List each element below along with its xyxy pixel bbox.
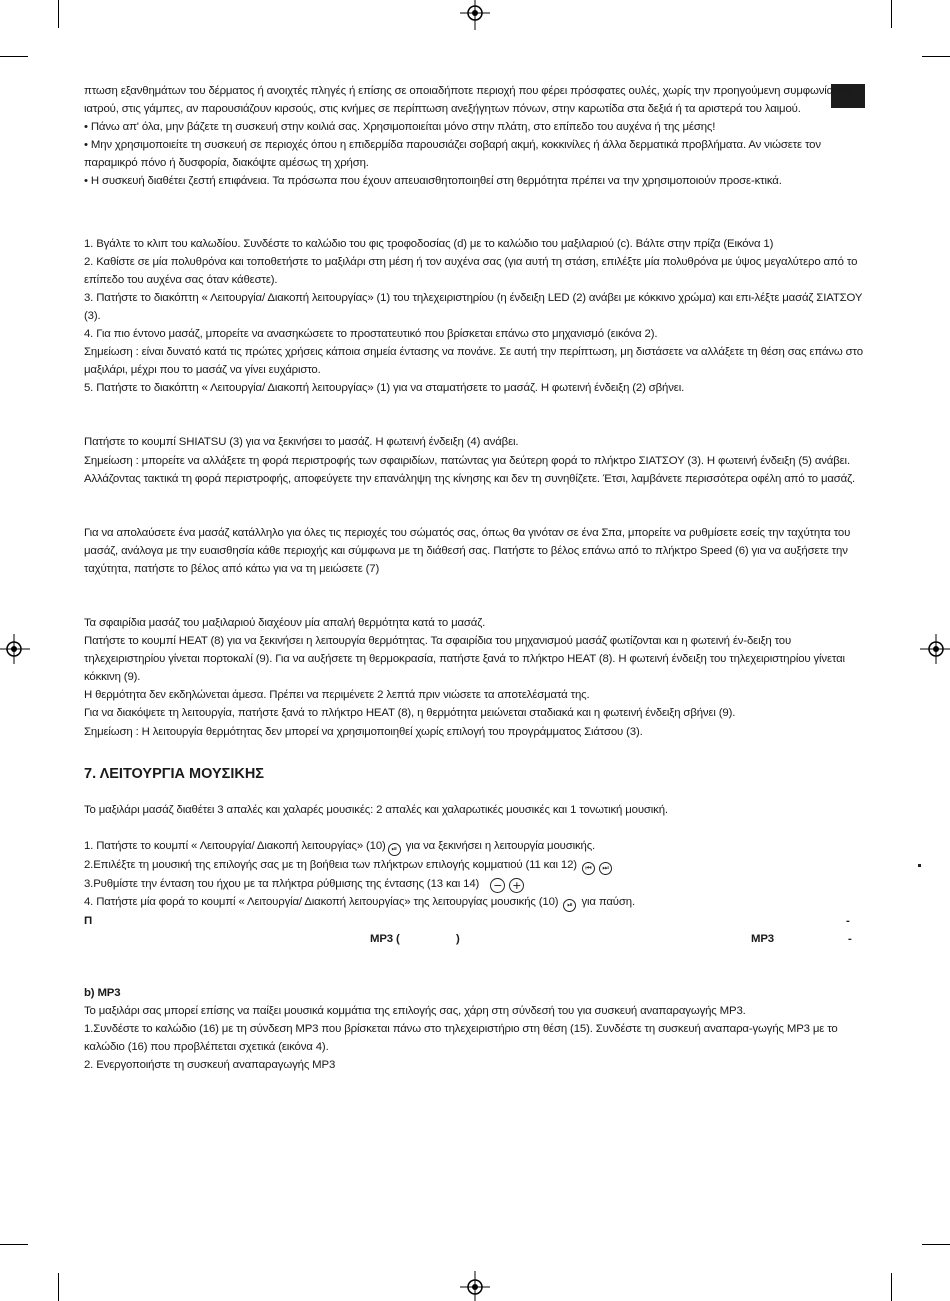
- fragment-line: [84, 912, 866, 930]
- text: 1. Πατήστε το κουμπί « Λειτουργία/ Διακοπή λειτουργίας» (10): [84, 839, 386, 852]
- paragraph: • Μην χρησιμοποιείτε τη συσκευή σε περιοχές όπου η επιδερμίδα παρουσιάζει σοβαρή ακμή, κοκκινίλες ή άλλα δερματικά προβλήματα. Αν νιώσετε τον παραμικρό πόνο ή δυσφορία, διακόψτε αμέσως τη χρήση.: [84, 139, 821, 170]
- subsection-heading: b) MP3: [84, 986, 121, 999]
- shiatsu-section: [84, 433, 866, 487]
- paragraph: 5. Πατήστε το διακόπτη « Λειτουργία/ Διακοπή λειτουργίας» (1) για να σταματήσετε το μασάζ. Η φωτεινή ένδειξη (2) σβήνει.: [84, 382, 685, 395]
- margin-dot: [918, 864, 921, 867]
- music-step-3: [84, 875, 866, 893]
- paragraph: 1.Συνδέστε το καλώδιο (16) με τη σύνδεση MP3 που βρίσκεται πάνω στο τηλεχειριστήριο στη θέση (15). Συνδέστε τη συσκευή αναπαρα-γωγής MP3 με το καλώδιο (16) που προβλέπεται σχετικά (εικόνα 4).: [84, 1023, 838, 1054]
- crop-mark: [891, 1273, 892, 1301]
- previous-track-icon: ⏮: [582, 862, 595, 875]
- crop-mark: [0, 1244, 28, 1245]
- safety-section: [84, 82, 866, 191]
- paragraph: 2. Ενεργοποιήστε τη συσκευή αναπαραγωγής MP3: [84, 1059, 336, 1072]
- text: 3.Ρυθμίστε την ένταση του ήχου με τα πλήκτρα ρύθμισης της έντασης (13 και 14): [84, 877, 480, 890]
- registration-mark-icon: [460, 0, 490, 30]
- paragraph: Για να απολαύσετε ένα μασάζ κατάλληλο για όλες τις περιοχές του σώματός σας, όπως θα γινόταν σε ένα Σπα, μπορείτε να ρυθμίσετε εσείς την ταχύτητα του μασάζ, ανάλογα με την ευαισθησία κάθε περιοχής και σύμφωνα με τη διάθεσή σας. Πατήστε το βέλος επάνω από το πλήκτρο Speed (6) για να αυξήσετε την ταχύτητα, πατήστε το βέλος από κάτω για να τη μειώσετε (7): [84, 526, 851, 575]
- crop-mark: [0, 56, 28, 57]
- paragraph: Σημείωση : είναι δυνατό κατά τις πρώτες χρήσεις κάποια σημεία έντασης να πονάνε. Σε αυτή την περίπτωση, μη διστάσετε να αλλάξετε τη θέση σας επάνω στο μαξιλάρι, μέχρι που το μασάζ να γίνει ευχάριστο.: [84, 346, 863, 377]
- text: για να ξεκινήσει η λειτουργία μουσικής.: [405, 839, 596, 852]
- paragraph: 2. Καθίστε σε μία πολυθρόνα και τοποθετήστε το μαξιλάρι στη μέση ή τον αυχένα σας (για αυτή τη στάση, επιλέξτε μία πολυθρόνα με ύψος μεγαλύτερο από το επίπεδο του αυχένα σας όταν κάθεστε).: [84, 255, 858, 286]
- registration-mark-icon: [920, 634, 950, 664]
- paragraph: πτωση εξανθημάτων του δέρματος ή ανοιχτές πληγές ή επίσης σε οποιαδήποτε περιοχή που φέρει πρόσφατες ουλές, χωρίς την προηγούμενη συμφωνία του ιατρού, στις γάμπες, αν παρουσιάζουν κιρσούς, στις κνήμες σε περίπτωση ανεξήγητων πόνων, στην καρωτίδα στα δεξιά ή τα αριστερά του λαιμού.: [84, 85, 853, 116]
- next-track-icon: ⏭: [599, 862, 612, 875]
- crop-mark: [922, 56, 950, 57]
- paragraph: Το μαξιλάρι σας μπορεί επίσης να παίξει μουσικά κομμάτια της επιλογής σας, χάρη στη σύνδεσή του για συσκευή αναπαραγωγής MP3.: [84, 1004, 746, 1017]
- paragraph: • Πάνω απ' όλα, μην βάζετε τη συσκευή στην κοιλιά σας. Χρησιμοποιείται μόνο στην πλάτη, στο επίπεδο του αυχένα ή της μέσης!: [84, 121, 716, 134]
- fragment-text: MP3: [751, 932, 774, 945]
- music-section: [84, 765, 866, 948]
- fragment-text: -: [848, 932, 852, 945]
- play-pause-icon: ⏯: [388, 843, 401, 856]
- text: 2.Επιλέξτε τη μουσική της επιλογής σας με τη βοήθεια των πλήκτρων επιλογής κομματιού (11 και 12): [84, 858, 577, 871]
- paragraph: 3. Πατήστε το διακόπτη « Λειτουργία/ Διακοπή λειτουργίας» (1) του τηλεχειριστηρίου (η ένδειξη LED (2) ανάβει με κόκκινο χρώμα) και επι-λέξτε μασάζ ΣΙΑΤΣΟΥ (3).: [84, 291, 863, 322]
- paragraph: 4. Για πιο έντονο μασάζ, μπορείτε να ανασηκώσετε το προστατευτικό που βρίσκεται επάνω στο μηχανισμό (εικόνα 2).: [84, 328, 658, 341]
- paragraph: Το μαξιλάρι μασάζ διαθέτει 3 απαλές και χαλαρές μουσικές: 2 απαλές και χαλαρωτικές μουσικές και 1 τονωτική μουσική.: [84, 803, 668, 816]
- volume-down-icon: −: [490, 878, 505, 893]
- music-step-2: [84, 856, 866, 875]
- crop-mark: [891, 0, 892, 28]
- section-heading: 7. ΛΕΙΤΟΥΡΓΙΑ ΜΟΥΣΙΚΗΣ: [84, 765, 265, 782]
- usage-section: [84, 235, 866, 398]
- volume-up-icon: +: [509, 878, 524, 893]
- paragraph: Πατήστε το κουμπί SHIATSU (3) για να ξεκινήσει το μασάζ. Η φωτεινή ένδειξη (4) ανάβει.: [84, 436, 519, 449]
- paragraph: Σημείωση : Η λειτουργία θερμότητας δεν μπορεί να χρησιμοποιηθεί χωρίς επιλογή του προγράμματος Σιάτσου (3).: [84, 725, 643, 738]
- text: για παύση.: [581, 895, 635, 908]
- registration-mark-icon: [0, 634, 30, 664]
- fragment-text: Π: [84, 914, 93, 927]
- music-step-4: [84, 893, 866, 912]
- text: 4. Πατήστε μία φορά το κουμπί « Λειτουργία/ Διακοπή λειτουργίας» της λειτουργίας μουσικής (10): [84, 895, 559, 908]
- fragment-text: ): [456, 932, 460, 945]
- paragraph: 1. Βγάλτε το κλιπ του καλωδίου. Συνδέστε το καλώδιο του φις τροφοδοσίας (d) με το καλώδιο του μαξιλαριού (c). Βάλτε στην πρίζα (Εικόνα 1): [84, 237, 774, 250]
- paragraph: Πατήστε το κουμπί HEAT (8) για να ξεκινήσει η λειτουργία θερμότητας. Τα σφαιρίδια του μηχανισμού μασάζ φωτίζονται και η φωτεινή έν-δειξη του τηλεχειριστηρίου γίνεται πορτοκαλί (9). Για να αυξήσετε τη θερμοκρασία, πατήστε ξανά το πλήκτρο HEAT (8). Η φωτεινή ένδειξη του τηλεχειριστηρίου γίνεται κόκκινη (9).: [84, 635, 845, 684]
- fragment-text: -: [846, 914, 850, 927]
- heat-section: [84, 614, 866, 741]
- paragraph: Τα σφαιρίδια μασάζ του μαξιλαριού διαχέουν μία απαλή θερμότητα κατά το μασάζ.: [84, 616, 486, 629]
- paragraph: Αλλάζοντας τακτικά τη φορά περιστροφής, αποφεύγετε την επανάληψη της κίνησης και δεν τη συνηθίζετε. Έτσι, λαμβάνετε περισσότερα οφέλη από το μασάζ.: [84, 472, 856, 485]
- paragraph: Για να διακόψετε τη λειτουργία, πατήστε ξανά το πλήκτρο HEAT (8), η θερμότητα μειώνεται σταδιακά και η φωτεινή ένδειξη σβήνει (9).: [84, 707, 736, 720]
- crop-mark: [922, 1244, 950, 1245]
- speed-section: [84, 524, 866, 578]
- crop-mark: [58, 0, 59, 28]
- fragment-text: MP3 (: [370, 932, 400, 945]
- paragraph: Η θερμότητα δεν εκδηλώνεται άμεσα. Πρέπει να περιμένετε 2 λεπτά πριν νιώσετε τα αποτελέσματά της.: [84, 689, 590, 702]
- registration-mark-icon: [460, 1271, 490, 1301]
- fragment-line: [84, 930, 866, 948]
- manual-page-body: [84, 82, 866, 1074]
- mp3-section: [84, 984, 866, 1074]
- play-pause-icon: ⏯: [563, 899, 576, 912]
- crop-mark: [58, 1273, 59, 1301]
- paragraph: Σημείωση : μπορείτε να αλλάξετε τη φορά περιστροφής των σφαιριδίων, πατώντας για δεύτερη φορά το πλήκτρο ΣΙΑΤΣΟΥ (3). Η φωτεινή ένδειξη (5) ανάβει.: [84, 454, 850, 467]
- paragraph: • Η συσκευή διαθέτει ζεστή επιφάνεια. Τα πρόσωπα που έχουν απευαισθητοποιηθεί στη θερμότητα πρέπει να την χρησιμοποιούν προσε-κτικά.: [84, 175, 782, 188]
- music-step-1: [84, 837, 866, 856]
